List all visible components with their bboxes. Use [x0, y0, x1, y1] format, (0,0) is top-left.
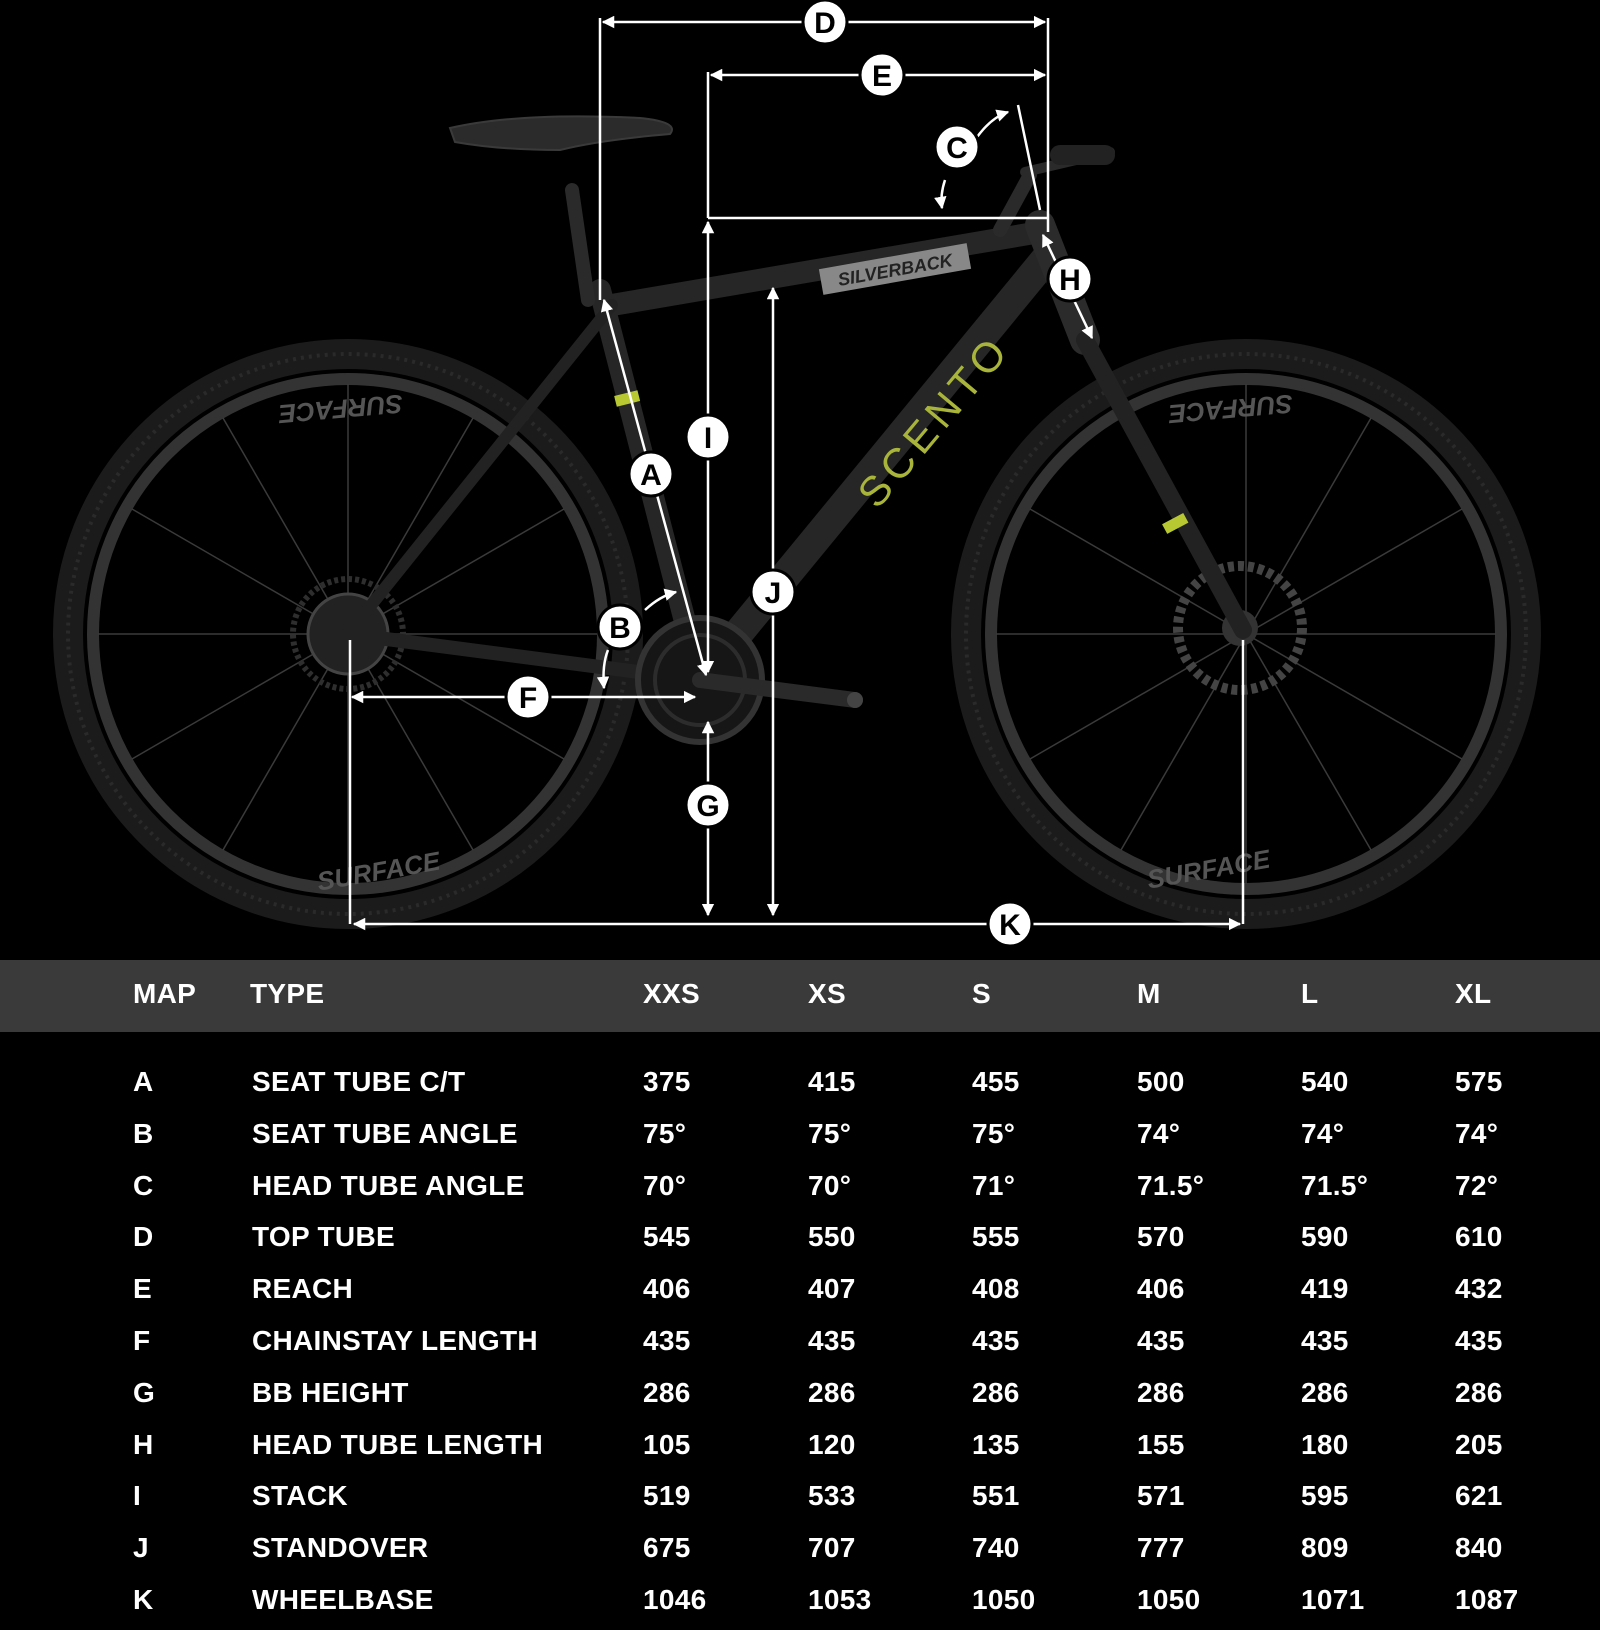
- row-l-cell: 180: [1301, 1428, 1349, 1460]
- table-row: [0, 1578, 1600, 1630]
- row-m-cell: 1050: [1137, 1584, 1201, 1615]
- row-xs-cell: 550: [808, 1221, 856, 1253]
- table-row: [0, 1319, 1600, 1371]
- row-map-cell: C: [133, 1169, 154, 1201]
- row-map-cell: E: [133, 1273, 152, 1305]
- table-row: [0, 1164, 1600, 1216]
- header-size-xxs: XXS: [643, 978, 700, 1009]
- saddle: [450, 116, 672, 150]
- row-type-cell: SEAT TUBE ANGLE: [252, 1117, 518, 1149]
- row-m-cell: 71.5°: [1137, 1169, 1205, 1201]
- row-xs-cell: 415: [808, 1066, 856, 1097]
- svg-text:G: G: [696, 790, 720, 823]
- row-s-cell: 286: [972, 1376, 1020, 1408]
- row-map-cell: H: [133, 1428, 154, 1460]
- row-map-cell: J: [133, 1532, 149, 1564]
- row-xxs-cell: 105: [643, 1428, 691, 1460]
- row-xs-cell: 707: [808, 1532, 856, 1564]
- row-l-cell: 540: [1301, 1066, 1349, 1097]
- marker-F: [506, 675, 550, 719]
- row-s-cell: 435: [972, 1325, 1020, 1356]
- row-s-cell: 1050: [972, 1584, 1036, 1615]
- row-xl-cell: 432: [1455, 1273, 1503, 1305]
- marker-G: [686, 783, 730, 827]
- table-row: [0, 1215, 1600, 1267]
- row-type-cell: HEAD TUBE LENGTH: [252, 1428, 544, 1460]
- header-size-xl: XL: [1455, 978, 1492, 1009]
- row-xs-cell: 120: [808, 1428, 856, 1460]
- svg-text:A: A: [640, 459, 662, 492]
- row-xl-cell: 621: [1455, 1480, 1503, 1512]
- row-type-cell: SEAT TUBE C/T: [252, 1066, 466, 1097]
- row-m-cell: 500: [1137, 1066, 1185, 1097]
- row-xs-cell: 1053: [808, 1584, 872, 1615]
- tyre-brand-rear-bottom: SURFACE: [314, 845, 443, 897]
- table-header: [0, 960, 1600, 1032]
- row-xl-cell: 205: [1455, 1428, 1503, 1460]
- row-xl-cell: 1087: [1455, 1584, 1519, 1615]
- row-type-cell: WHEELBASE: [252, 1584, 434, 1615]
- header-size-l: L: [1301, 978, 1319, 1009]
- row-xs-cell: 533: [808, 1480, 856, 1512]
- table-row: [0, 1060, 1600, 1112]
- marker-H: [1048, 257, 1092, 301]
- row-s-cell: 135: [972, 1428, 1020, 1460]
- table-row: [0, 1112, 1600, 1164]
- svg-text:C: C: [946, 132, 968, 165]
- header-size-m: M: [1137, 978, 1161, 1009]
- row-s-cell: 551: [972, 1480, 1020, 1512]
- marker-A: [629, 452, 673, 496]
- svg-text:H: H: [1059, 264, 1081, 297]
- svg-text:K: K: [999, 909, 1021, 942]
- table-row: [0, 1423, 1600, 1475]
- row-xxs-cell: 75°: [643, 1117, 687, 1149]
- geometry-table: [0, 960, 1600, 1626]
- row-type-cell: HEAD TUBE ANGLE: [252, 1169, 525, 1201]
- row-map-cell: A: [133, 1066, 154, 1097]
- tyre-brand-front-top: SURFACE: [1167, 388, 1294, 430]
- row-l-cell: 286: [1301, 1376, 1349, 1408]
- marker-C: [935, 125, 979, 169]
- row-type-cell: STANDOVER: [252, 1532, 429, 1564]
- row-xs-cell: 407: [808, 1273, 856, 1305]
- row-type-cell: CHAINSTAY LENGTH: [252, 1325, 538, 1356]
- row-l-cell: 419: [1301, 1273, 1349, 1305]
- table-row: [0, 1371, 1600, 1423]
- row-s-cell: 740: [972, 1532, 1020, 1564]
- row-l-cell: 435: [1301, 1325, 1349, 1356]
- row-xl-cell: 286: [1455, 1376, 1503, 1408]
- row-xxs-cell: 519: [643, 1480, 691, 1512]
- frame-brand: SILVERBACK: [836, 250, 955, 290]
- row-map-cell: I: [133, 1480, 142, 1512]
- row-m-cell: 406: [1137, 1273, 1185, 1305]
- row-xl-cell: 74°: [1455, 1117, 1499, 1149]
- svg-text:E: E: [871, 60, 893, 93]
- row-m-cell: 571: [1137, 1480, 1185, 1512]
- marker-I: [686, 415, 730, 459]
- row-l-cell: 809: [1301, 1532, 1349, 1564]
- row-xxs-cell: 375: [643, 1066, 691, 1097]
- row-xs-cell: 435: [808, 1325, 856, 1356]
- row-xxs-cell: 435: [643, 1325, 691, 1356]
- table-row: [0, 1526, 1600, 1578]
- marker-J: [751, 570, 795, 614]
- row-m-cell: 435: [1137, 1325, 1185, 1356]
- row-l-cell: 74°: [1301, 1117, 1345, 1149]
- marker-D: [803, 0, 847, 44]
- row-xl-cell: 840: [1455, 1532, 1503, 1564]
- row-map-cell: B: [133, 1117, 154, 1149]
- table-row: [0, 1474, 1600, 1526]
- marker-B: [598, 605, 642, 649]
- row-map-cell: F: [133, 1325, 151, 1356]
- row-type-cell: REACH: [252, 1273, 354, 1305]
- row-xxs-cell: 545: [643, 1221, 691, 1253]
- svg-text:D: D: [814, 7, 836, 40]
- row-type-cell: TOP TUBE: [252, 1221, 395, 1253]
- row-xxs-cell: 286: [643, 1376, 691, 1408]
- row-xl-cell: 72°: [1455, 1169, 1499, 1201]
- row-map-cell: D: [133, 1221, 154, 1253]
- row-xxs-cell: 406: [643, 1273, 691, 1305]
- row-m-cell: 155: [1137, 1428, 1185, 1460]
- tyre-brand-rear-top: SURFACE: [277, 388, 404, 430]
- row-m-cell: 777: [1137, 1532, 1185, 1564]
- tyre-brand-front-bottom: SURFACE: [1144, 843, 1273, 895]
- row-xxs-cell: 70°: [643, 1169, 687, 1201]
- svg-text:J: J: [764, 577, 782, 610]
- row-xl-cell: 435: [1455, 1325, 1503, 1356]
- header-type: TYPE: [250, 978, 325, 1009]
- row-s-cell: 455: [972, 1066, 1020, 1097]
- row-m-cell: 286: [1137, 1376, 1185, 1408]
- row-xs-cell: 286: [808, 1376, 856, 1408]
- row-l-cell: 595: [1301, 1480, 1349, 1512]
- svg-text:F: F: [518, 682, 538, 715]
- row-xl-cell: 610: [1455, 1221, 1503, 1253]
- row-s-cell: 408: [972, 1273, 1020, 1305]
- row-l-cell: 71.5°: [1301, 1169, 1369, 1201]
- row-xs-cell: 75°: [808, 1117, 852, 1149]
- marker-K: [988, 902, 1032, 946]
- frame-model: SCENTO: [848, 325, 1020, 517]
- row-m-cell: 570: [1137, 1221, 1185, 1253]
- header-map: MAP: [133, 978, 197, 1009]
- row-xl-cell: 575: [1455, 1066, 1503, 1097]
- row-type-cell: STACK: [252, 1480, 348, 1512]
- row-type-cell: BB HEIGHT: [252, 1376, 409, 1408]
- svg-text:I: I: [703, 422, 713, 455]
- row-map-cell: K: [133, 1584, 154, 1615]
- row-s-cell: 71°: [972, 1169, 1016, 1201]
- row-s-cell: 75°: [972, 1117, 1016, 1149]
- row-l-cell: 1071: [1301, 1584, 1365, 1615]
- row-xs-cell: 70°: [808, 1169, 852, 1201]
- marker-E: [860, 53, 904, 97]
- row-map-cell: G: [133, 1376, 156, 1408]
- header-size-xs: XS: [808, 978, 846, 1009]
- header-size-s: S: [972, 978, 991, 1009]
- row-m-cell: 74°: [1137, 1117, 1181, 1149]
- row-l-cell: 590: [1301, 1221, 1349, 1253]
- row-s-cell: 555: [972, 1221, 1020, 1253]
- table-row: [0, 1267, 1600, 1319]
- svg-text:B: B: [609, 612, 631, 645]
- row-xxs-cell: 1046: [643, 1584, 707, 1615]
- row-xxs-cell: 675: [643, 1532, 691, 1564]
